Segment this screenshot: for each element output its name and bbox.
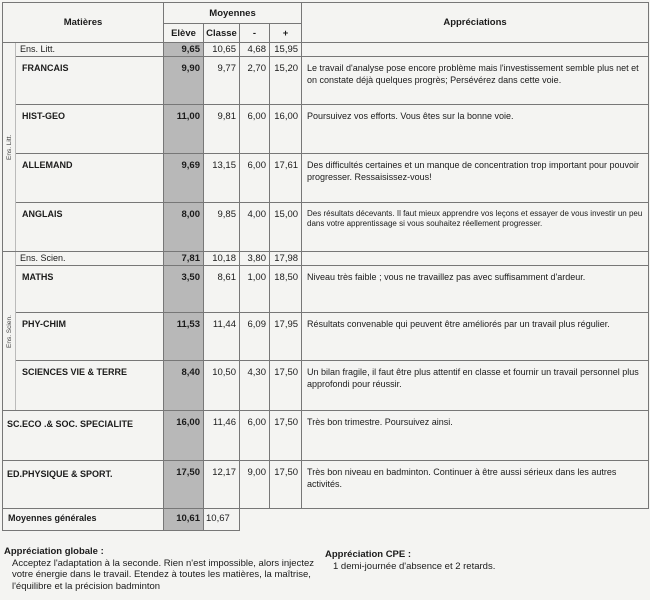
grade-classe: 11,46 bbox=[204, 411, 240, 461]
blank-cell bbox=[302, 509, 649, 531]
subject-name: Ens. Scien. bbox=[16, 252, 164, 266]
grade-max: 16,00 bbox=[270, 105, 302, 154]
subject-name: SCIENCES VIE & TERRE bbox=[16, 361, 164, 411]
table-row bbox=[3, 252, 649, 266]
grade-max: 17,50 bbox=[270, 361, 302, 411]
header-eleve: Elève bbox=[164, 24, 204, 43]
table-row bbox=[3, 313, 649, 361]
blank-cell bbox=[240, 509, 270, 531]
grade-max: 15,95 bbox=[270, 43, 302, 57]
grade-max: 17,98 bbox=[270, 252, 302, 266]
grade-min: 6,09 bbox=[240, 313, 270, 361]
header-row bbox=[3, 3, 649, 24]
table-row bbox=[3, 461, 649, 509]
grade-eleve: 16,00 bbox=[164, 411, 204, 461]
grade-classe: 9,77 bbox=[204, 57, 240, 105]
subject-name: ED.PHYSIQUE & SPORT. bbox=[3, 461, 164, 509]
grades-table bbox=[2, 2, 649, 531]
appreciation-text: Niveau très faible ; vous ne travaillez pas avec suffisamment d'ardeur. bbox=[302, 266, 649, 313]
appreciation-text: Résultats convenable qui peuvent être améliorés par un travail plus régulier. bbox=[302, 313, 649, 361]
grade-classe: 12,17 bbox=[204, 461, 240, 509]
grade-min: 1,00 bbox=[240, 266, 270, 313]
grade-min: 4,68 bbox=[240, 43, 270, 57]
grade-eleve: 9,65 bbox=[164, 43, 204, 57]
grade-max: 17,50 bbox=[270, 461, 302, 509]
grade-eleve: 11,53 bbox=[164, 313, 204, 361]
cpe-appreciation bbox=[325, 549, 625, 572]
grade-min: 4,30 bbox=[240, 361, 270, 411]
blank-cell bbox=[270, 509, 302, 531]
header-matieres: Matières bbox=[3, 3, 164, 43]
table-row bbox=[3, 361, 649, 411]
appreciation-text: Le travail d'analyse pose encore problème mais l'investissement semble plus net et on constate déjà quelques progrès; Persévérez dans cette voie. bbox=[302, 57, 649, 105]
grade-eleve: 3,50 bbox=[164, 266, 204, 313]
grade-classe: 9,81 bbox=[204, 105, 240, 154]
grade-classe: 10,65 bbox=[204, 43, 240, 57]
grade-max: 17,61 bbox=[270, 154, 302, 203]
subject-name: FRANCAIS bbox=[16, 57, 164, 105]
appreciation-text: Un bilan fragile, il faut être plus attentif en classe et fournir un travail personnel plus approfondi pour réussir. bbox=[302, 361, 649, 411]
grade-classe: 10,50 bbox=[204, 361, 240, 411]
global-appreciation bbox=[4, 546, 314, 592]
subject-name: MATHS bbox=[16, 266, 164, 313]
general-average-classe: 10,67 bbox=[204, 509, 240, 531]
appreciation-text: Des difficultés certaines et un manque de concentration trop important pour pouvoir progresser. Ressaisissez-vous! bbox=[302, 154, 649, 203]
grade-max: 15,20 bbox=[270, 57, 302, 105]
header-classe: Classe bbox=[204, 24, 240, 43]
grade-classe: 10,18 bbox=[204, 252, 240, 266]
header-appreciations: Appréciations bbox=[302, 3, 649, 43]
subject-name: Ens. Litt. bbox=[16, 43, 164, 57]
global-appreciation-text: Acceptez l'adaptation à la seconde. Rien n'est impossible, alors injectez votre énergie dans le travail. Etendez à toutes les matières, la maîtrise, l'équilibre et la précision badminton bbox=[12, 557, 314, 592]
general-average-row bbox=[3, 509, 649, 531]
appreciation-text: Très bon trimestre. Poursuivez ainsi. bbox=[302, 411, 649, 461]
grade-min: 3,80 bbox=[240, 252, 270, 266]
appreciation-text: Très bon niveau en badminton. Continuer à être aussi sérieux dans les autres activités. bbox=[302, 461, 649, 509]
grade-max: 17,95 bbox=[270, 313, 302, 361]
appreciation-text bbox=[302, 252, 649, 266]
general-average-eleve: 10,61 bbox=[164, 509, 204, 531]
table-row bbox=[3, 105, 649, 154]
header-min: - bbox=[240, 24, 270, 43]
grade-eleve: 9,69 bbox=[164, 154, 204, 203]
table-row bbox=[3, 203, 649, 252]
appreciation-text: Poursuivez vos efforts. Vous êtes sur la bonne voie. bbox=[302, 105, 649, 154]
subject-name: PHY-CHIM bbox=[16, 313, 164, 361]
grade-eleve: 11,00 bbox=[164, 105, 204, 154]
subject-name: ALLEMAND bbox=[16, 154, 164, 203]
grade-classe: 9,85 bbox=[204, 203, 240, 252]
general-average-label: Moyennes générales bbox=[3, 509, 164, 531]
grade-eleve: 17,50 bbox=[164, 461, 204, 509]
grade-min: 4,00 bbox=[240, 203, 270, 252]
table-row bbox=[3, 43, 649, 57]
grade-classe: 8,61 bbox=[204, 266, 240, 313]
group-label-scien: Ens. Scien. bbox=[3, 252, 16, 411]
group-label-litt: Ens. Litt. bbox=[3, 43, 16, 252]
subject-name: SC.ECO .& SOC. SPECIALITE bbox=[3, 411, 164, 461]
grade-min: 6,00 bbox=[240, 411, 270, 461]
grade-min: 6,00 bbox=[240, 154, 270, 203]
grade-max: 18,50 bbox=[270, 266, 302, 313]
grade-classe: 11,44 bbox=[204, 313, 240, 361]
table-row bbox=[3, 154, 649, 203]
grade-eleve: 9,90 bbox=[164, 57, 204, 105]
appreciation-text bbox=[302, 43, 649, 57]
grade-max: 15,00 bbox=[270, 203, 302, 252]
global-appreciation-title: Appréciation globale : bbox=[4, 546, 104, 557]
subject-name: HIST-GEO bbox=[16, 105, 164, 154]
header-moyennes: Moyennes bbox=[164, 3, 302, 24]
cpe-appreciation-text: 1 demi-journée d'absence et 2 retards. bbox=[333, 560, 496, 572]
header-max: + bbox=[270, 24, 302, 43]
grade-eleve: 8,00 bbox=[164, 203, 204, 252]
grade-min: 9,00 bbox=[240, 461, 270, 509]
table-row bbox=[3, 411, 649, 461]
subject-name: ANGLAIS bbox=[16, 203, 164, 252]
grade-min: 6,00 bbox=[240, 105, 270, 154]
grade-min: 2,70 bbox=[240, 57, 270, 105]
cpe-appreciation-title: Appréciation CPE : bbox=[325, 549, 412, 560]
grade-classe: 13,15 bbox=[204, 154, 240, 203]
grade-max: 17,50 bbox=[270, 411, 302, 461]
grade-eleve: 8,40 bbox=[164, 361, 204, 411]
table-row bbox=[3, 266, 649, 313]
appreciation-text: Des résultats décevants. Il faut mieux apprendre vos leçons et essayer de vous investir un peu dans votre apprentissage si vous souhaitez réellement progresser. bbox=[302, 203, 649, 252]
grade-eleve: 7,81 bbox=[164, 252, 204, 266]
table-row bbox=[3, 57, 649, 105]
